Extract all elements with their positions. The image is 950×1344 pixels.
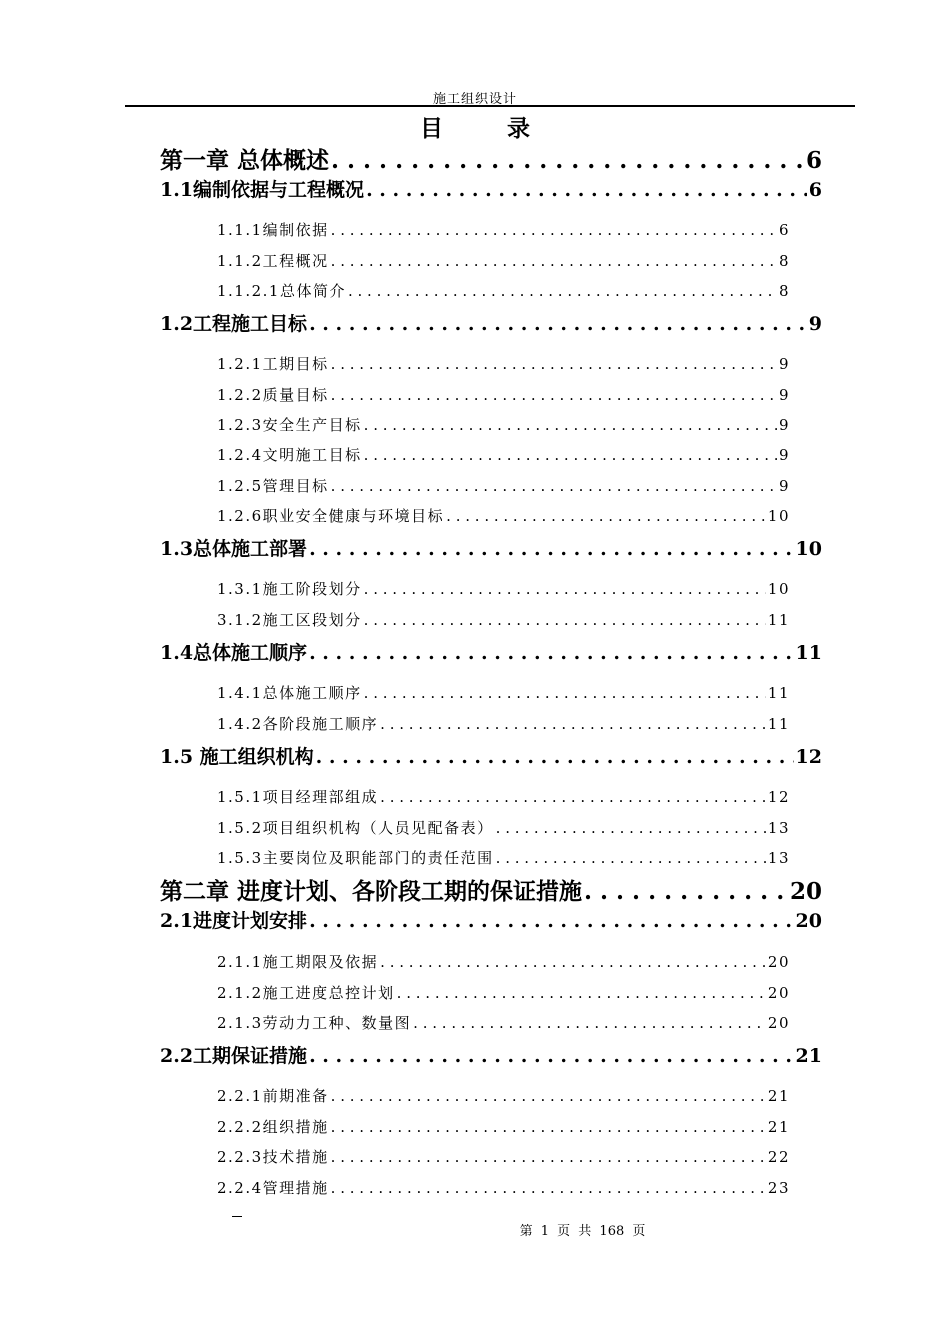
toc-entry-page: 22	[767, 1148, 790, 1166]
toc-entry-page: 8	[778, 252, 790, 270]
toc-entry-text: 1.3总体施工部署	[160, 538, 308, 560]
toc-entry-text: 2.1进度计划安排	[160, 910, 308, 932]
toc-entry-text: 2.2.4管理措施	[217, 1179, 329, 1197]
toc-entry-text: 1.1.2.1总体简介	[217, 282, 346, 300]
toc-entry-subsection[interactable]	[217, 250, 790, 271]
dot-leader	[331, 1087, 766, 1105]
toc-entry-subsection[interactable]	[217, 786, 790, 807]
toc-entry-page: 11	[795, 642, 822, 664]
toc-entry-page: 21	[767, 1087, 790, 1105]
dot-leader	[316, 746, 794, 768]
toc-entry-section[interactable]	[160, 906, 822, 933]
toc-entry-text: 2.2.1前期准备	[217, 1087, 329, 1105]
toc-entry-page: 12	[795, 746, 822, 768]
toc-entry-subsection[interactable]	[217, 1085, 790, 1106]
toc-entry-text: 1.2.6职业安全健康与环境目标	[217, 507, 445, 525]
toc-entry-subsection[interactable]	[217, 847, 790, 868]
toc-entry-page: 9	[778, 416, 790, 434]
toc-entry-page: 9	[778, 477, 790, 495]
dot-leader	[331, 477, 777, 495]
toc-entry-page: 10	[795, 538, 822, 560]
toc-entry-page: 6	[805, 147, 822, 174]
toc-entry-text: 1.2.3安全生产目标	[217, 416, 362, 434]
toc-entry-subsection[interactable]	[217, 1116, 790, 1137]
toc-title: 目 录	[419, 115, 558, 142]
dot-leader	[496, 819, 766, 837]
dot-leader	[413, 1014, 766, 1032]
dot-leader	[309, 538, 793, 560]
dot-leader	[331, 221, 777, 239]
toc-entry-section[interactable]	[160, 534, 822, 561]
footer-dash	[232, 1216, 242, 1217]
toc-entry-text: 1.5.2项目组织机构（人员见配备表）	[217, 819, 494, 837]
toc-entry-page: 9	[778, 386, 790, 404]
toc-entry-text: 1.5.1项目经理部组成	[217, 788, 379, 806]
toc-entry-text: 1.5 施工组织机构	[160, 746, 314, 768]
toc-entry-section[interactable]	[160, 175, 822, 202]
toc-entry-subsection[interactable]	[217, 817, 790, 838]
dot-leader	[364, 416, 777, 434]
dot-leader	[309, 642, 793, 664]
toc-entry-subsection[interactable]	[217, 384, 790, 405]
toc-entry-text: 1.2工程施工目标	[160, 313, 308, 335]
toc-entry-text: 1.2.1工期目标	[217, 355, 329, 373]
toc-entry-text: 2.2.3技术措施	[217, 1148, 329, 1166]
dot-leader	[364, 580, 766, 598]
toc-entry-page: 10	[767, 507, 790, 525]
toc-entry-subsection[interactable]	[217, 414, 790, 435]
dot-leader	[584, 878, 788, 905]
toc-entry-page: 10	[767, 580, 790, 598]
toc-entry-text: 第二章 进度计划、各阶段工期的保证措施	[160, 878, 583, 905]
dot-leader	[331, 386, 777, 404]
toc-entry-text: 1.2.5管理目标	[217, 477, 329, 495]
dot-leader	[309, 910, 793, 932]
dot-leader	[380, 953, 766, 971]
toc-entry-text: 1.1编制依据与工程概况	[160, 179, 365, 201]
toc-entry-page: 21	[795, 1045, 822, 1067]
toc-entry-subsection[interactable]	[217, 609, 790, 630]
toc-entry-page: 9	[778, 446, 790, 464]
toc-entry-subsection[interactable]	[217, 1012, 790, 1033]
toc-entry-text: 2.1.3劳动力工种、数量图	[217, 1014, 412, 1032]
toc-entry-page: 21	[767, 1118, 790, 1136]
toc-entry-page: 9	[808, 313, 822, 335]
dot-leader	[366, 179, 807, 201]
toc-entry-text: 1.2.2质量目标	[217, 386, 329, 404]
toc-entry-subsection[interactable]	[217, 475, 790, 496]
toc-entry-chapter[interactable]	[160, 142, 822, 175]
toc-entry-text: 2.1.2施工进度总控计划	[217, 984, 395, 1002]
toc-entry-section[interactable]	[160, 638, 822, 665]
toc-entry-subsection[interactable]	[217, 1177, 790, 1198]
dot-leader	[348, 282, 777, 300]
dot-leader	[397, 984, 766, 1002]
dot-leader	[309, 1045, 793, 1067]
toc-entry-subsection[interactable]	[217, 951, 790, 972]
toc-entry-page: 11	[767, 684, 790, 702]
toc-entry-section[interactable]	[160, 1041, 822, 1068]
dot-leader	[380, 715, 766, 733]
toc-entry-page: 20	[795, 910, 822, 932]
toc-entry-subsection[interactable]	[217, 219, 790, 240]
toc-entry-text: 2.2工期保证措施	[160, 1045, 308, 1067]
running-header: 施工组织设计	[432, 92, 517, 107]
toc-entry-subsection[interactable]	[217, 1146, 790, 1167]
toc-entry-subsection[interactable]	[217, 713, 790, 734]
dot-leader	[364, 446, 777, 464]
dot-leader	[309, 313, 807, 335]
toc-entry-page: 8	[778, 282, 790, 300]
toc-entry-chapter[interactable]	[160, 873, 822, 906]
toc-entry-text: 1.2.4文明施工目标	[217, 446, 362, 464]
toc-entry-page: 11	[767, 715, 790, 733]
dot-leader	[331, 1118, 766, 1136]
toc-entry-page: 13	[767, 819, 790, 837]
toc-entry-subsection[interactable]	[217, 982, 790, 1003]
page-number: 第 1 页 共 168 页	[519, 1224, 646, 1239]
toc-entry-text: 1.5.3主要岗位及职能部门的责任范围	[217, 849, 494, 867]
dot-leader	[496, 849, 766, 867]
toc-entry-subsection[interactable]	[217, 505, 790, 526]
toc-entry-page: 9	[778, 355, 790, 373]
toc-entry-page: 20	[767, 953, 790, 971]
toc-entry-page: 11	[767, 611, 790, 629]
dot-leader	[331, 355, 777, 373]
toc-entry-page: 12	[767, 788, 790, 806]
toc-entry-page: 23	[767, 1179, 790, 1197]
dot-leader	[446, 507, 766, 525]
dot-leader	[364, 684, 766, 702]
toc-entry-text: 1.1.2工程概况	[217, 252, 329, 270]
toc-entry-page: 20	[767, 1014, 790, 1032]
toc-entry-subsection[interactable]	[217, 353, 790, 374]
dot-leader	[380, 788, 766, 806]
header-rule	[125, 105, 855, 107]
dot-leader	[331, 252, 777, 270]
dot-leader	[331, 1148, 766, 1166]
toc-entry-subsection[interactable]	[217, 578, 790, 599]
dot-leader	[364, 611, 766, 629]
toc-entry-text: 3.1.2施工区段划分	[217, 611, 362, 629]
toc-entry-text: 2.2.2组织措施	[217, 1118, 329, 1136]
toc-entry-text: 1.4.1总体施工顺序	[217, 684, 362, 702]
toc-entry-text: 2.1.1施工期限及依据	[217, 953, 379, 971]
toc-entry-page: 13	[767, 849, 790, 867]
dot-leader	[331, 147, 804, 174]
toc-entry-subsection[interactable]	[217, 682, 790, 703]
toc-entry-page: 20	[767, 984, 790, 1002]
toc-entry-text: 第一章 总体概述	[160, 147, 330, 174]
toc-entry-page: 6	[808, 179, 822, 201]
toc-entry-text: 1.1.1编制依据	[217, 221, 329, 239]
dot-leader	[331, 1179, 766, 1197]
toc-entry-section[interactable]	[160, 742, 822, 769]
toc-entry-page: 6	[778, 221, 790, 239]
toc-entry-subsection[interactable]	[217, 444, 790, 465]
toc-entry-text: 1.4总体施工顺序	[160, 642, 308, 664]
toc-entry-text: 1.3.1施工阶段划分	[217, 580, 362, 598]
toc-entry-page: 20	[789, 878, 822, 905]
toc-entry-text: 1.4.2各阶段施工顺序	[217, 715, 379, 733]
toc-entry-section[interactable]	[160, 309, 822, 336]
toc-entry-subsection[interactable]	[217, 280, 790, 301]
